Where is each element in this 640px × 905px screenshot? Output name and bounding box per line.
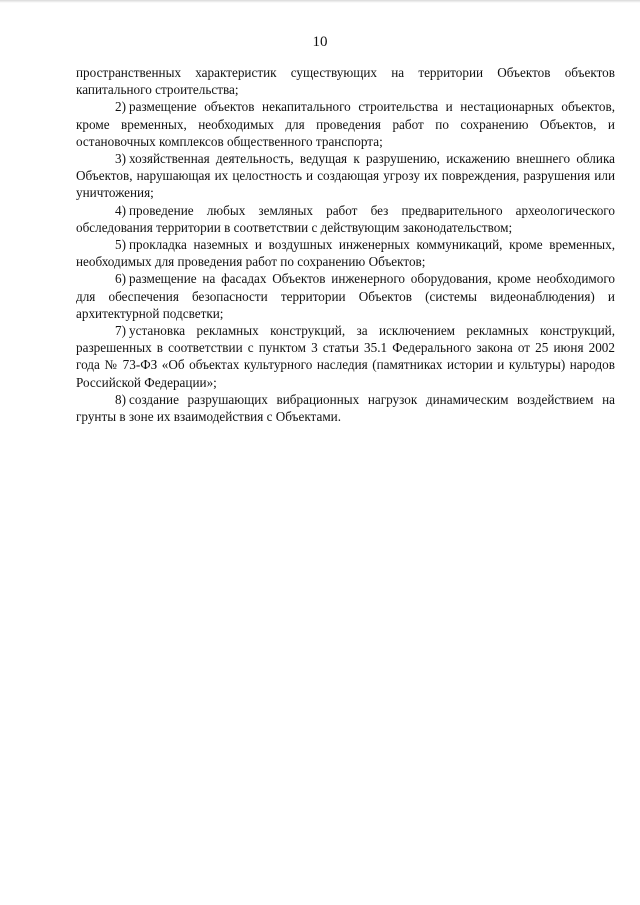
item-text: прокладка наземных и воздушных инженерных коммуникаций, кроме временных, необходимых для проведения работ по сохранению Объектов;	[76, 237, 615, 270]
item-number: 5)	[115, 237, 126, 253]
item-text: размещение объектов некапитального строительства и нестационарных объектов, кроме временных, необходимых для проведения работ по сохранению Объектов, и остановочных комплексов общественного транспорта;	[76, 99, 615, 149]
page-number: 10	[312, 34, 328, 50]
item-number: 2)	[115, 99, 126, 115]
document-body	[76, 64, 615, 425]
list-item	[76, 322, 615, 391]
item-number: 6)	[115, 271, 126, 287]
paragraph-text: пространственных характеристик существующих на территории Объектов объектов капитального строительства;	[76, 65, 615, 98]
paragraph-continuation	[76, 64, 615, 98]
item-text: проведение любых земляных работ без предварительного археологического обследования территории в соответствии с действующим законодательством;	[76, 202, 615, 235]
list-item	[76, 270, 615, 322]
item-text: установка рекламных конструкций, за исключением рекламных конструкций, разрешенных в соответствии с пунктом 3 статьи 35.1 Федерального закона от 25 июня 2002 года № 73-ФЗ «Об объектах культурного наследия (памятниках истории и культуры) народов Российской Федерации»;	[76, 323, 615, 390]
item-text: размещение на фасадах Объектов инженерного оборудования, кроме необходимого для обеспечения безопасности территории Объектов (системы видеонаблюдения) и архитектурной подсветки;	[76, 271, 615, 321]
scan-edge	[0, 0, 640, 3]
item-number: 8)	[115, 391, 126, 407]
list-item	[76, 98, 615, 150]
item-number: 3)	[115, 151, 126, 167]
list-item	[76, 202, 615, 236]
list-item	[76, 391, 615, 425]
list-item	[76, 236, 615, 270]
item-text: создание разрушающих вибрационных нагрузок динамическим воздействием на грунты в зоне их взаимодействия с Объектами.	[76, 391, 615, 425]
list-item	[76, 150, 615, 202]
item-number: 4)	[115, 202, 126, 218]
item-text: хозяйственная деятельность, ведущая к разрушению, искажению внешнего облика Объектов, нарушающая их целостность и создающая угрозу их повреждения, разрушения или уничтожения;	[76, 151, 615, 201]
item-number: 7)	[115, 323, 126, 339]
